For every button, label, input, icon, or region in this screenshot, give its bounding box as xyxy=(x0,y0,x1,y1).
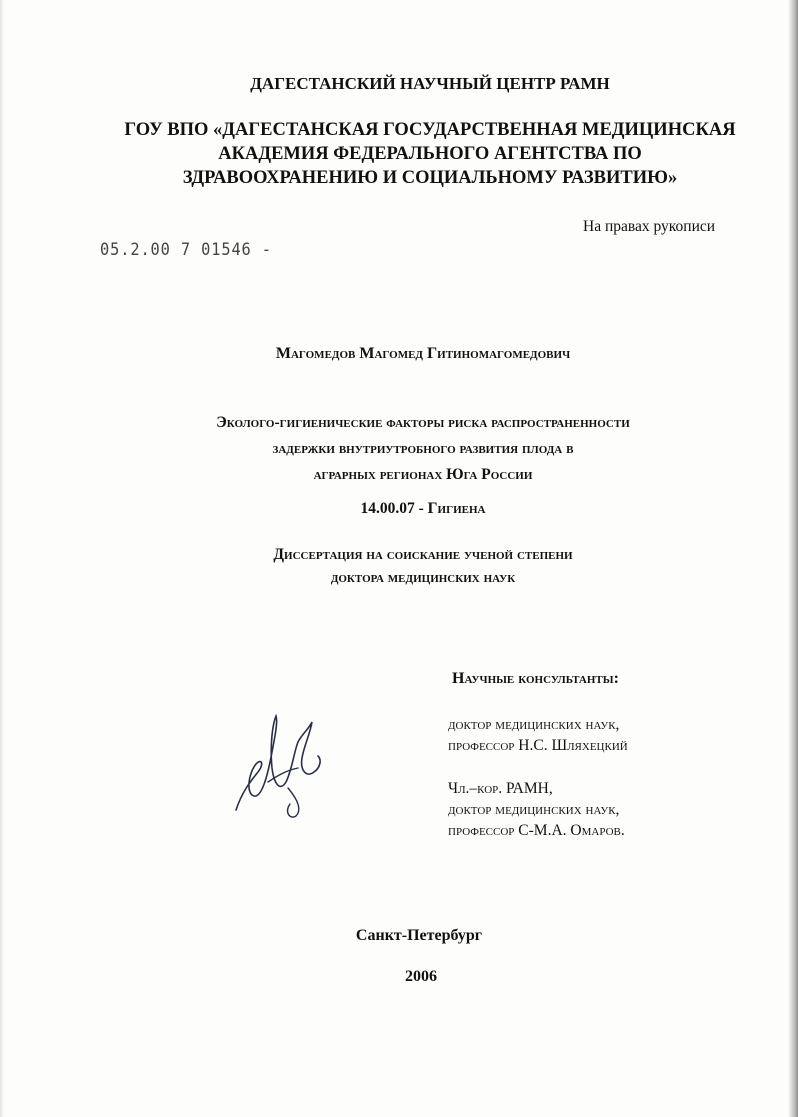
consultants-heading: Научные консультанты: xyxy=(452,670,619,687)
specialty: 14.00.07 - Гигиена xyxy=(360,500,486,517)
degree-line-1: Диссертация на соискание ученой степени xyxy=(273,546,573,563)
organization-line-3: ЗДРАВООХРАНЕНИЮ И СОЦИАЛЬНОМУ РАЗВИТИЮ» xyxy=(182,168,678,188)
consultant-1-name: профессор Н.С. Шляхецкий xyxy=(448,737,628,754)
title-line-1: Эколого-гигиенические факторы риска распространенности xyxy=(216,414,630,431)
organization-line-2: АКАДЕМИЯ ФЕДЕРАЛЬНОГО АГЕНТСТВА ПО xyxy=(218,144,642,164)
title-line-3: аграрных регионах Юга России xyxy=(313,466,533,483)
archive-stamp-number: 05.2.00 7 01546 - xyxy=(100,240,272,260)
consultant-1-degree: доктор медицинских наук, xyxy=(448,716,620,733)
author-name: Магомедов Магомед Гитиномагомедович xyxy=(275,345,571,362)
scan-left-edge xyxy=(0,0,4,1117)
consultant-2-title: Чл.–кор. РАМН, xyxy=(448,780,553,797)
city: Санкт-Петербург xyxy=(355,927,483,944)
consultant-2-name: профессор С-М.А. Омаров. xyxy=(448,822,625,839)
institution-line: ДАГЕСТАНСКИЙ НАУЧНЫЙ ЦЕНТР РАМН xyxy=(250,74,610,93)
title-line-2: задержки внутриутробного развития плода в xyxy=(272,440,574,457)
year: 2006 xyxy=(405,968,437,985)
handwritten-signature xyxy=(228,712,328,822)
consultant-2-degree: доктор медицинских наук, xyxy=(448,801,620,818)
organization-line-1: ГОУ ВПО «ДАГЕСТАНСКАЯ ГОСУДАРСТВЕННАЯ МЕДИЦИНСКАЯ xyxy=(124,120,736,140)
degree-line-2: доктора медицинских наук xyxy=(330,569,516,586)
rights-note: На правах рукописи xyxy=(583,218,716,235)
